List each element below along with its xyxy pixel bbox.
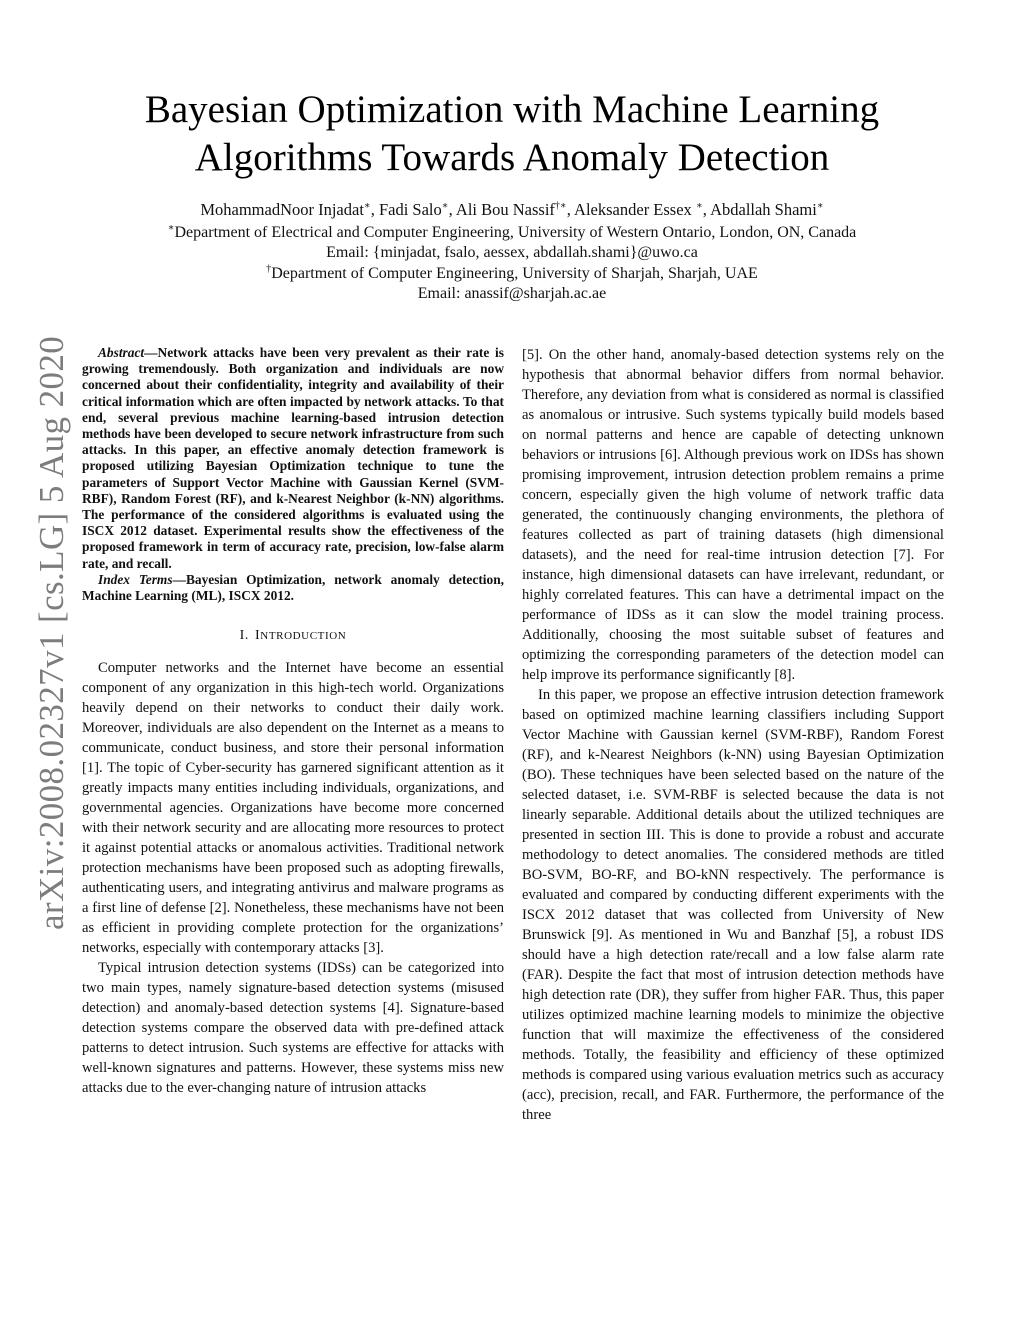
paper-title [0, 86, 1024, 182]
section-heading-introduction: I. INTRODUCTION [239, 628, 347, 644]
index-terms-label: Index Terms [98, 571, 173, 587]
index-terms-text: —Bayesian Optimization, network anomaly detection, Machine Learning (ML), ISCX 2012. [82, 571, 504, 604]
title-line-2: Algorithms Towards Anomaly Detection [194, 136, 830, 179]
right-column [522, 345, 944, 1125]
affil-mark: †∗ [554, 200, 567, 212]
author-names: MohammadNoor Injadat∗, Fadi Salo∗, Ali Bou Nassif†∗, Aleksander Essex ∗, Abdallah Shami∗ [200, 200, 824, 219]
email-2: Email: anassif@sharjah.ac.ae [417, 285, 607, 302]
affil-mark: ∗ [363, 200, 371, 212]
index-terms [82, 572, 504, 604]
affil-mark: ∗ [816, 200, 824, 212]
body-paragraph: In this paper, we propose an effective intrusion detection framework based on optimized machine learning classifiers including Support Vector Machine with Gaussian kernel (SVM-RBF), Random Forest (RF), and k-Nearest Neighbors (k-NN) using Bayesian Optimization (BO). These techniques have been selected based on the nature of the selected dataset, i.e. SVM-RBF is selected because the data is not linearly separable. Additional details about the utilized techniques are presented in section III. This is done to provide a robust and accurate methodology to detect anomalies. The considered methods are titled BO-SVM, BO-RF, and BO-kNN respectively. The performance is evaluated and compared by conducting different experiments with the ISCX 2012 dataset that was collected from University of New Brunswick [9]. As mentioned in Wu and Banzhaf [5], a robust IDS should have a high detection rate/recall and a low false alarm rate (FAR). Despite the fact that most of intrusion detection methods have high detection rate (DR), they suffer from higher FAR. Thus, this paper utilizes optimized machine learning models to minimize the objective function that will maximize the effectiveness of the considered methods. Totally, the feasibility and efficiency of these optimized methods is compared using various evaluation metrics such as accuracy (acc), precision, recall, and FAR. Furthermore, the performance of the three [522, 687, 944, 1123]
author-1: MohammadNoor Injadat [200, 200, 364, 219]
author-2: Fadi Salo [378, 200, 442, 219]
abstract-label: Abstract [98, 345, 145, 360]
abstract-text: —Network attacks have been very prevalent as their rate is growing tremendously. Both organization and individuals are now concerned about their confidentiality, integrity and availability of their critical information which are often impacted by network attacks. To that end, several previous machine learning-based intrusion detection methods have been developed to secure network infrastructure from such attacks. In this paper, an effective anomaly detection framework is proposed utilizing Bayesian Optimization technique to tune the parameters of Support Vector Machine with Gaussian Kernel (SVM-RBF), Random Forest (RF), and k-Nearest Neighbor (k-NN) algorithms. The performance of the considered algorithms is evaluated using the ISCX 2012 dataset. Experimental results show the effectiveness of the proposed framework in term of accuracy rate, precision, low-false alarm rate, and recall. [82, 345, 504, 571]
author-3: Ali Bou Nassif [455, 200, 555, 219]
title-line-1: Bayesian Optimization with Machine Learning [144, 88, 880, 131]
affil-mark: ∗ [695, 200, 703, 212]
body-paragraph: [5]. On the other hand, anomaly-based detection systems rely on the hypothesis that abnormal behavior differs from normal behavior. Therefore, any deviation from what is considered as normal is classified as anomalous or intrusive. Such systems typically build models based on normal patterns and hence are capable of detecting unknown behaviors or intrusions [6]. Although previous work on IDSs has shown promising improvement, intrusion detection problem remains a prime concern, especially given the high volume of network traffic data generated, the continuously changing environments, the plethora of features collected as part of training datasets (high dimensional datasets), and the need for real-time intrusion detection [7]. For instance, high dimensional datasets can have irrelevant, redundant, or highly correlated features. This can have a detrimental impact on the performance of IDSs as it can slow the model training process. Additionally, choosing the most suitable subset of features and optimizing the corresponding parameters of the detection model can help improve its performance significantly [8]. [522, 347, 944, 683]
left-column [82, 345, 504, 1098]
abstract [82, 345, 504, 572]
author-4: Aleksander Essex [574, 200, 692, 219]
author-5: Abdallah Shami [710, 200, 817, 219]
author-block [0, 200, 1024, 305]
body-paragraph: Computer networks and the Internet have become an essential component of any organization in this high-tech world. Organizations heavily depend on their networks to conduct their daily work. Moreover, individuals are also dependent on the Internet as a means to communicate, conduct business, and store their personal information [1]. The topic of Cyber-security has garnered significant attention as it greatly impacts many entities including individuals, organizations, and governmental agencies. Organizations have become more concerned with their network security and are allocating more resources to protect it against potential attacks or anomalous activities. Traditional network protection mechanisms have been proposed such as adopting firewalls, authenticating users, and integrating antivirus and malware programs as a first line of defense [2]. Nonetheless, these mechanisms have not been as efficient in providing complete protection for the organizations’ networks, especially with contemporary attacks [3]. [82, 660, 504, 957]
body-paragraph: Typical intrusion detection systems (IDSs) can be categorized into two main types, namely signature-based detection systems (misused detection) and anomaly-based detection systems [4]. Signature-based detection systems compare the observed data with pre-defined attack patterns to detect intrusion. Such systems are effective for attacks with well-known signatures and patterns. However, these systems miss new attacks due to the ever-changing nature of intrusion attacks [82, 960, 504, 1097]
affiliation-2: †Department of Computer Engineering, University of Sharjah, Sharjah, UAE [266, 263, 758, 282]
affil-mark: ∗ [441, 200, 449, 212]
arxiv-identifier: arXiv:2008.02327v1 [cs.LG] 5 Aug 2020 [32, 335, 71, 930]
affiliation-1: ∗Department of Electrical and Computer Engineering, University of Western Ontario, London, ON, Canada [167, 222, 857, 241]
email-1: Email: {minjadat, fsalo, aessex, abdallah.shami}@uwo.ca [326, 244, 698, 261]
